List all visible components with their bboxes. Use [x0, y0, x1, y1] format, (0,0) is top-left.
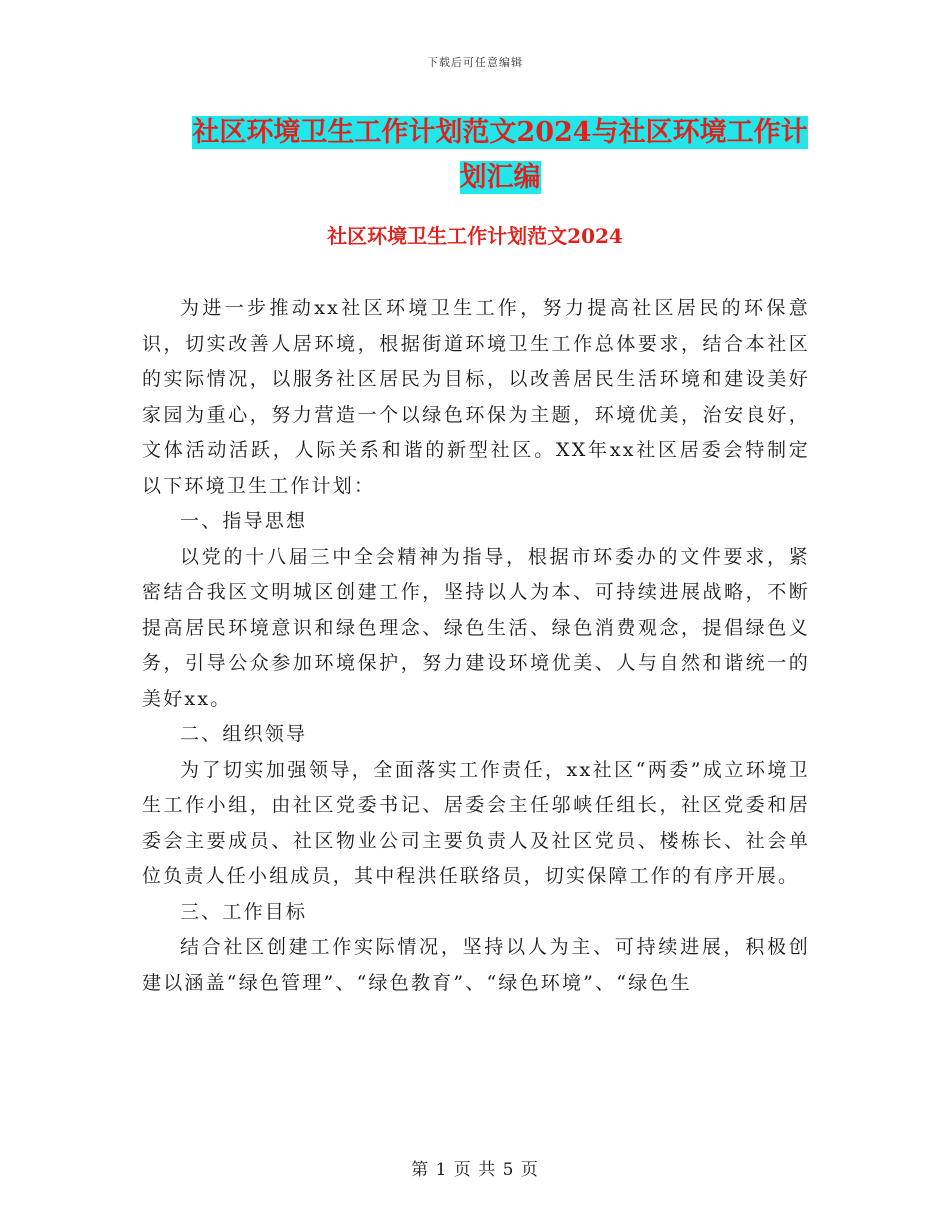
document-body [142, 291, 810, 1001]
document-title [188, 110, 812, 200]
paragraph-organization: 为了切实加强领导，全面落实工作责任，xx社区“两委”成立环境卫生工作小组，由社区党委书记、居委会主任邬峡任组长，社区党委和居委会主要成员、社区物业公司主要负责人及社区党员、楼栋长、社会单位负责人任小组成员，其中程洪任联络员，切实保障工作的有序开展。 [142, 758, 810, 887]
section-title: 社区环境卫生工作计划范文2024 [327, 224, 623, 248]
paragraph-work-goals: 结合社区创建工作实际情况，坚持以人为主、可持续进展，积极创建以涵盖“绿色管理”、“绿色教育”、“绿色环境”、“绿色生 [142, 936, 810, 994]
heading-guiding-ideology: 一、指导思想 [180, 510, 308, 532]
heading-work-goals: 三、工作目标 [180, 900, 308, 923]
heading-organization: 二、组织领导 [180, 723, 308, 745]
document-title-text: 社区环境卫生工作计划范文2024与社区环境工作计划汇编 [192, 117, 808, 193]
paragraph-guiding-ideology: 以党的十八届三中全会精神为指导，根据市环委办的文件要求，紧密结合我区文明城区创建工作，坚持以人为本、可持续进展战略，不断提高居民环境意识和绿色理念、绿色生活、绿色消费观念，提倡绿色义务，引导公众参加环境保护，努力建设环境优美、人与自然和谐统一的美好xx。 [142, 545, 810, 710]
page-number-footer: 第 1 页 共 5 页 [411, 1160, 539, 1180]
intro-paragraph: 为进一步推动xx社区环境卫生工作，努力提高社区居民的环保意识，切实改善人居环境，根据街道环境卫生工作总体要求，结合本社区的实际情况，以服务社区居民为目标，以改善居民生活环境和建设美好家园为重心，努力营造一个以绿色环保为主题，环境优美，治安良好，文体活动活跃，人际关系和谐的新型社区。XX年xx社区居委会特制定以下环境卫生工作计划： [142, 297, 810, 497]
page-header-note: 下载后可任意编辑 [427, 56, 523, 69]
